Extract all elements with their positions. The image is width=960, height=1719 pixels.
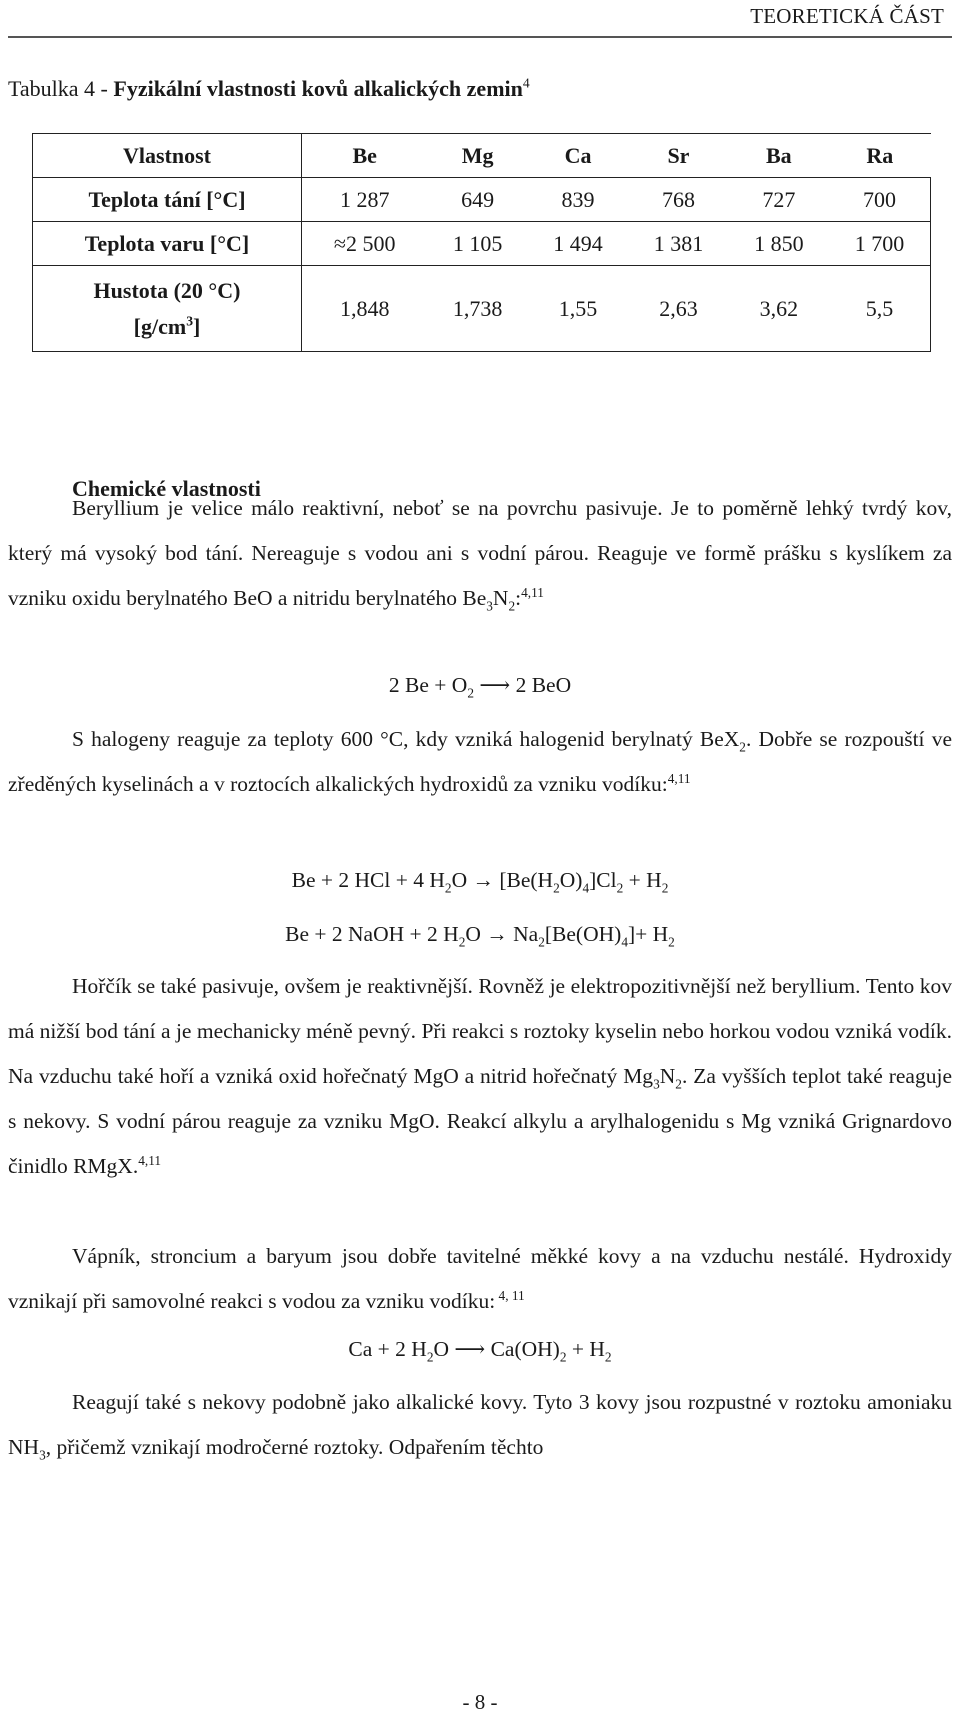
table-caption — [8, 76, 530, 102]
table-row — [33, 222, 931, 266]
density-label-sup: 3 — [186, 313, 193, 329]
table-row — [33, 266, 931, 352]
header-rule — [8, 36, 952, 38]
equation-hcl: Be + 2 HCl + 4 $H_2O \to [Be(H_2O)_4]Cl_2 + H_2$ — [291, 868, 669, 896]
table-cell: 1 287 — [302, 178, 428, 222]
page-number: - 8 - — [462, 1690, 498, 1714]
table-cell: 1 381 — [628, 222, 728, 266]
table-cell: 649 — [427, 178, 527, 222]
properties-table — [32, 133, 931, 352]
table-cell: ≈2 500 — [302, 222, 428, 266]
row-label-density — [33, 266, 302, 352]
table-cell: 839 — [528, 178, 628, 222]
header-cell-sr: Sr — [628, 134, 728, 178]
table-cell: 700 — [829, 178, 930, 222]
table-cell: 1 105 — [427, 222, 527, 266]
density-label-b: ] — [193, 313, 201, 339]
table-cell: 5,5 — [829, 266, 930, 352]
equation-calcium: Ca + 2 $H_2O$ ⟶ $Ca(OH)_2 + H_2$ — [348, 1337, 612, 1365]
table-cell: 1 700 — [829, 222, 930, 266]
header-cell-property: Vlastnost — [33, 134, 302, 178]
header-cell-mg: Mg — [427, 134, 527, 178]
header-cell-ba: Ba — [729, 134, 829, 178]
header-cell-ca: Ca — [528, 134, 628, 178]
row-label-boiling: Teplota varu [°C] — [33, 222, 302, 266]
table-cell: 1,55 — [528, 266, 628, 352]
paragraph-calcium: Vápník, stroncium a baryum jsou dobře tavitelné měkké kovy a na vzduchu nestálé. Hydroxidy vznikají při samovolné reakci s vodou za vzniku vodíku: $^{4, 11}$ — [8, 1244, 952, 1313]
table-cell: 1,848 — [302, 266, 428, 352]
header-cell-ra: Ra — [829, 134, 930, 178]
table-cell: 727 — [729, 178, 829, 222]
table-cell: 3,62 — [729, 266, 829, 352]
equation-naoh: Be + 2 NaOH + 2 $H_2O \to Na_2[Be(OH)_4]+ H_2$ — [285, 922, 675, 950]
header-cell-be: Be — [302, 134, 428, 178]
table-cell: 1 494 — [528, 222, 628, 266]
table-cell: 768 — [628, 178, 728, 222]
row-label-melting: Teplota tání [°C] — [33, 178, 302, 222]
density-label-line1: Hustota (20 °C) — [93, 277, 241, 303]
running-header: TEORETICKÁ ČÁST — [750, 4, 944, 28]
paragraph-halogens: S halogeny reaguje za teploty 600 °C, kdy vzniká halogenid berylnatý BeX$_2$. Dobře se rozpouští ve zředěných kyselinách a v roztocích alkalických hydroxidů za vzniku vodíku:$^{4,11}$ — [8, 727, 952, 796]
table-cell: 2,63 — [628, 266, 728, 352]
table-header-row — [33, 134, 931, 178]
paragraph-beryllium: Beryllium je velice málo reaktivní, neboť se na povrchu pasivuje. Je to poměrně lehký tvrdý kov, který má vysoký bod tání. Nereaguje s vodou ani s vodní párou. Reaguje ve formě prášku s kyslíkem za vzniku oxidu berylnatého BeO a nitridu berylnatého $Be_3N_2:^{4,11}$ — [8, 496, 952, 614]
caption-ref: 4 — [522, 75, 530, 91]
paragraph-ammonia: Reagují také s nekovy podobně jako alkalické kovy. Tyto 3 kovy jsou rozpustné v roztoku amoniaku $NH_3$, přičemž vznikají modročerné roztoky. Odpařením těchto — [8, 1390, 952, 1463]
caption-prefix: Tabulka 4 - — [8, 76, 114, 101]
section-heading: Chemické vlastnosti — [72, 476, 261, 501]
density-label-a: [g/cm — [133, 313, 187, 339]
table-cell: 1,738 — [427, 266, 527, 352]
caption-title: Fyzikální vlastnosti kovů alkalických zemin — [113, 76, 523, 101]
table-row — [33, 178, 931, 222]
paragraph-magnesium: Hořčík se také pasivuje, ovšem je reaktivnější. Rovněž je elektropozitivnější než beryllium. Tento kov má nižší bod tání a je mechanicky méně pevný. Při reakci s roztoky kyselin nebo horkou vodou vzniká vodík. Na vzduchu také hoří a vzniká oxid hořečnatý MgO a nitrid hořečnatý $Mg_3N_2$. Za vyšších teplot také reaguje s nekovy. S vodní párou reaguje za vzniku MgO. Reakcí alkylu a arylhalogenidu s Mg vzniká Grignardovo činidlo RMgX.$^{4,11}$ — [8, 974, 952, 1178]
table-cell: 1 850 — [729, 222, 829, 266]
equation-beo: 2 $Be + O_2$ ⟶ 2 BeO — [388, 673, 572, 701]
